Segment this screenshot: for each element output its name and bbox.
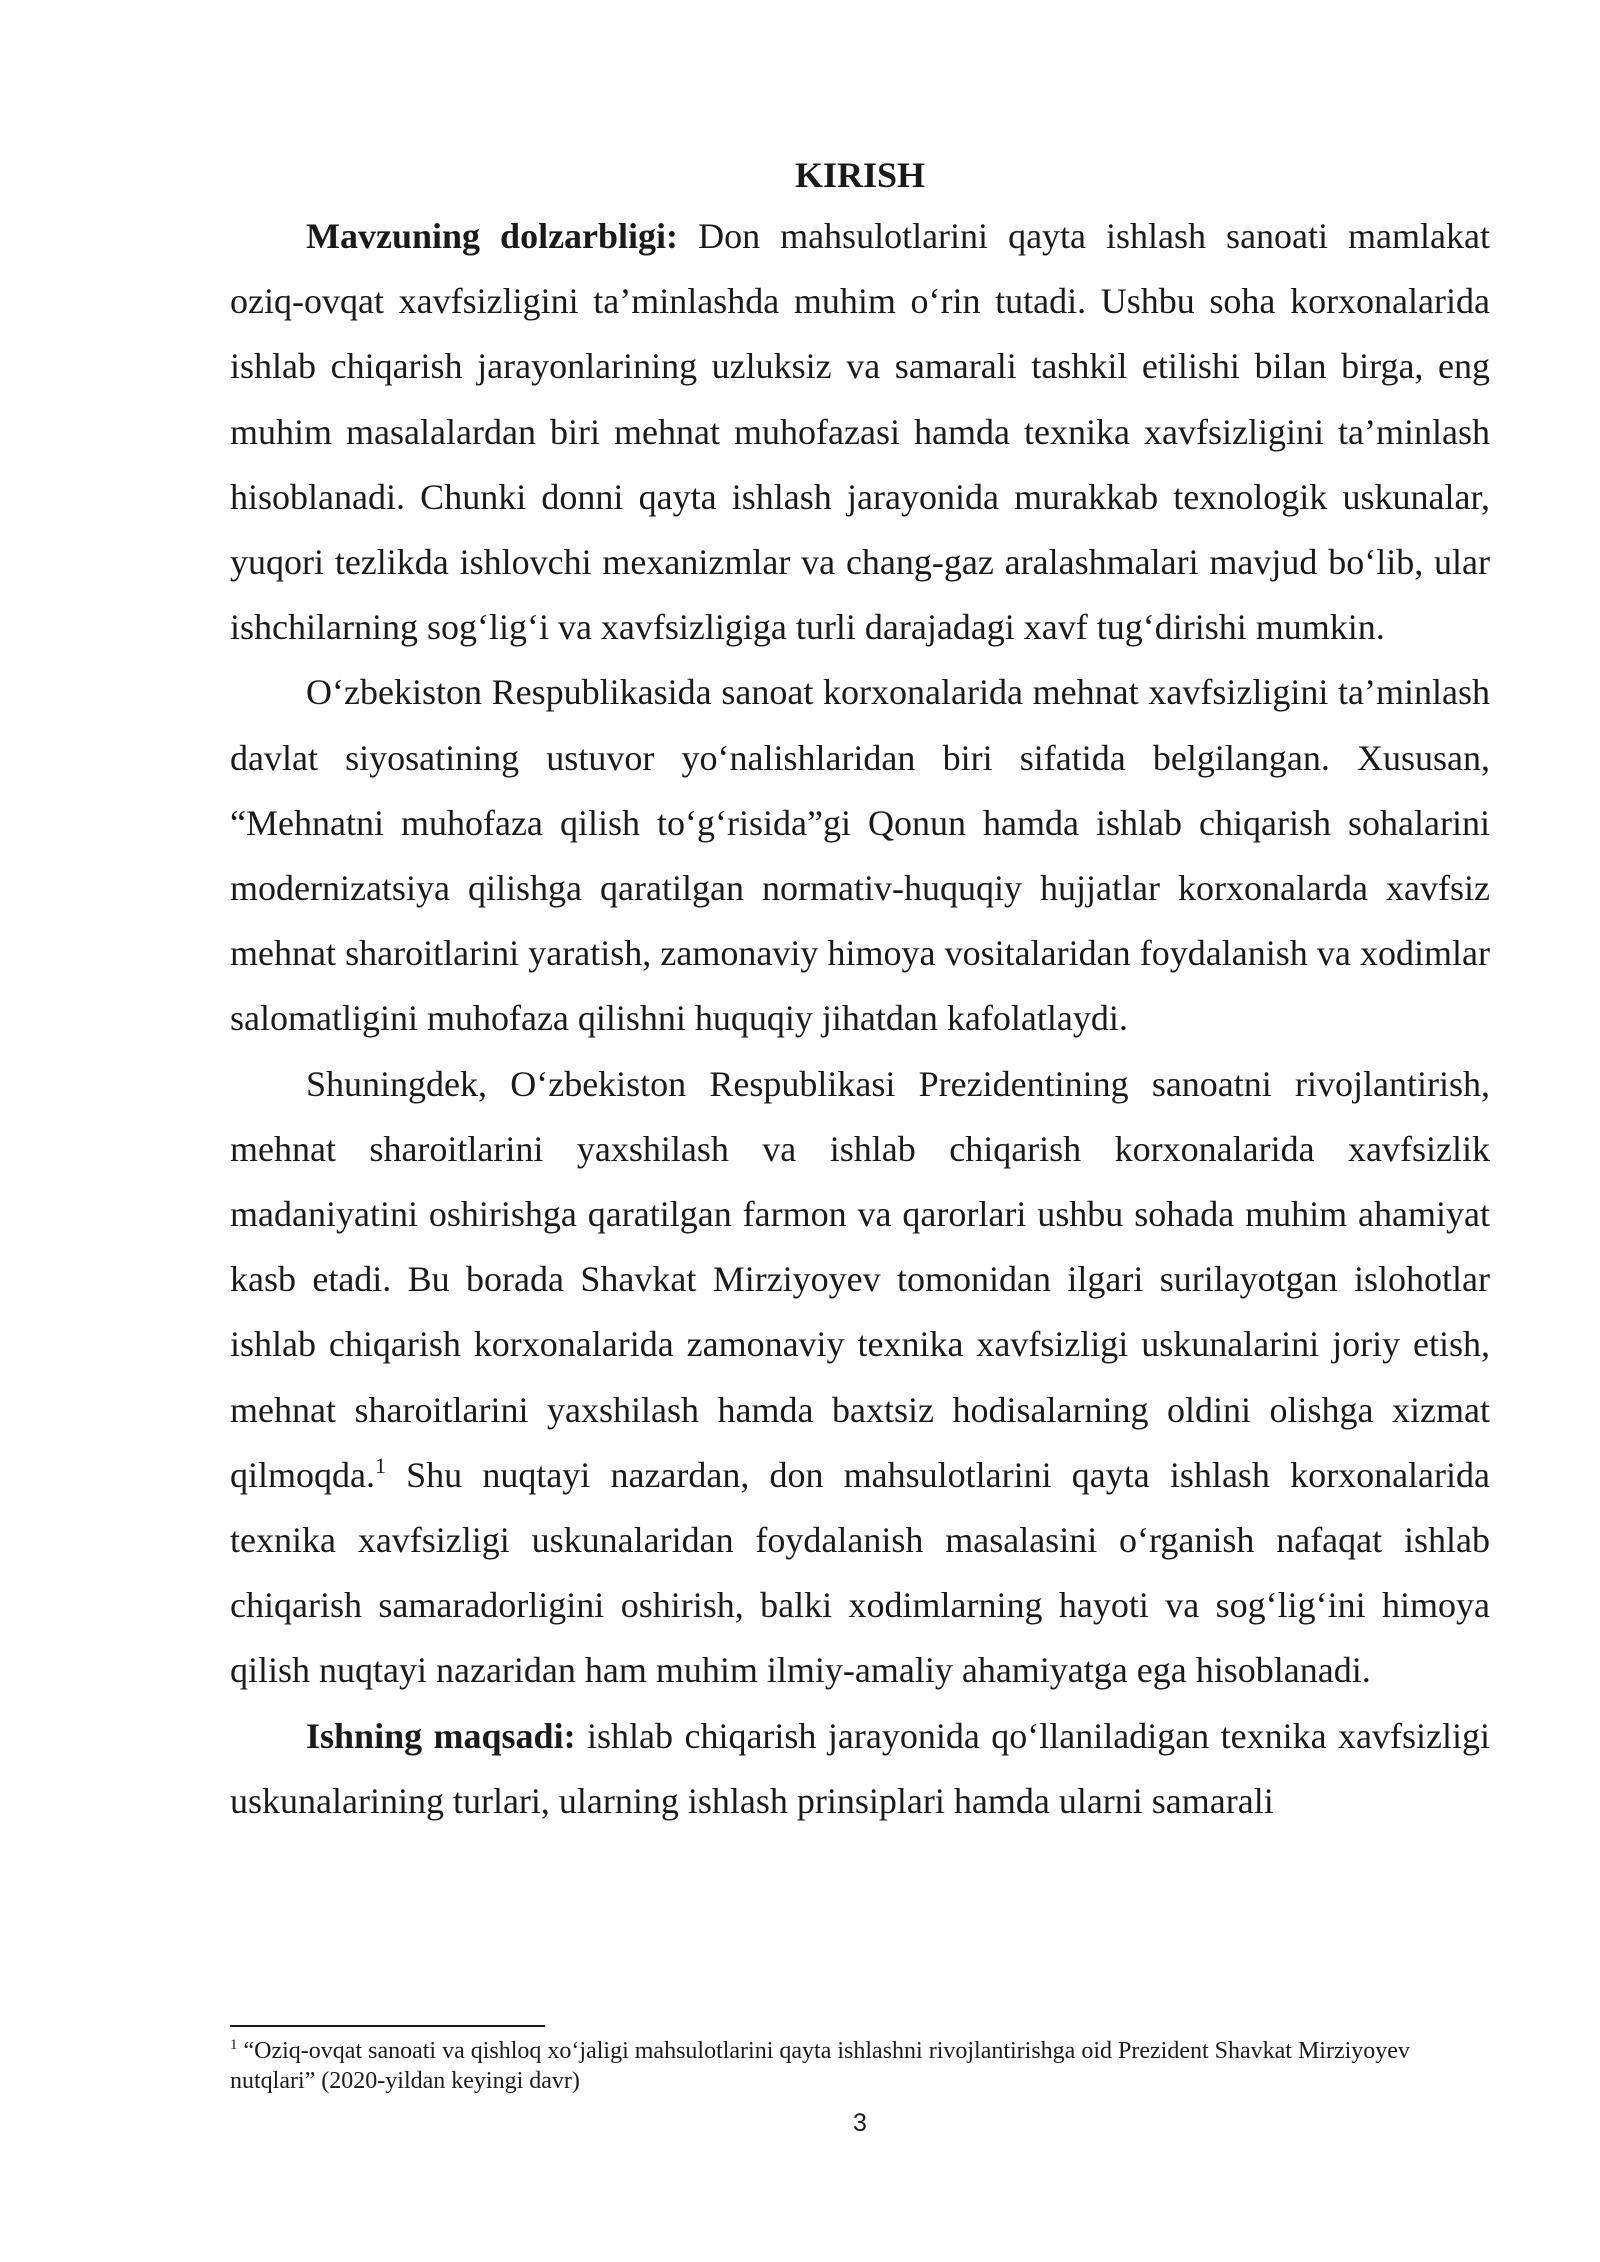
paragraph-goal [230, 1704, 1490, 1834]
footnote-separator [230, 2025, 545, 2027]
paragraph-label-relevance: Mavzuning dolzarbligi: [306, 216, 679, 256]
paragraph-text-decrees-part1: Shuningdek, O‘zbekiston Respublikasi Prezidentining sanoatni rivojlantirish, mehnat sharoitlarini yaxshilash va ishlab chiqarish korxonalarida xavfsizlik madaniyatini oshirishga qaratilgan farmon va qarorlari ushbu sohada muhim ahamiyat kasb etadi. Bu borada Shavkat Mirziyoyev tomonidan ilgari surilayotgan islohotlar ishlab chiqarish korxonalarida zamonaviy texnika xavfsizligi uskunalarini joriy etish, mehnat sharoitlarini yaxshilash hamda baxtsiz hodisalarning oldini olishga xizmat qilmoqda. [230, 1063, 1490, 1495]
paragraph-legislation [230, 660, 1490, 1051]
page-title: KIRISH [794, 155, 926, 195]
paragraph-presidential-decrees [230, 1052, 1490, 1704]
footnote-text: “Oziq-ovqat sanoati va qishloq xo‘jaligi mahsulotlarini qayta ishlashni rivojlantirishga oid Prezident Shavkat Mirziyoyev nutqlari” (2020-yildan keyingi davr) [230, 2038, 1410, 2094]
paragraph-text-decrees-part2: Shu nuqtayi nazardan, don mahsulotlarini qayta ishlash korxonalarida texnika xavfsizligi uskunalaridan foydalanish masalasini o‘rganish nafaqat ishlab chiqarish samaradorligini oshirish, balki xodimlarning hayoti va sog‘lig‘ini himoya qilish nuqtayi nazaridan ham muhim ilmiy-amaliy ahamiyatga ega hisoblanadi. [230, 1454, 1490, 1691]
paragraph-text-legislation: O‘zbekiston Respublikasida sanoat korxonalarida mehnat xavfsizligini ta’minlash davlat siyosatining ustuvor yo‘nalishlaridan biri sifatida belgilangan. Xususan, “Mehnatni muhofaza qilish to‘g‘risida”gi Qonun hamda ishlab chiqarish sohalarini modernizatsiya qilishga qaratilgan normativ-huquqiy hujjatlar korxonalarda xavfsiz mehnat sharoitlarini yaratish, zamonaviy himoya vositalaridan foydalanish va xodimlar salomatligini muhofaza qilishni huquqiy jihatdan kafolatlaydi. [230, 672, 1490, 1039]
paragraph-text-relevance: Don mahsulotlarini qayta ishlash sanoati mamlakat oziq-ovqat xavfsizligini ta’minlashda muhim o‘rin tutadi. Ushbu soha korxonalarida ishlab chiqarish jarayonlarining uzluksiz va samarali tashkil etilishi bilan birga, eng muhim masalalardan biri mehnat muhofazasi hamda texnika xavfsizligini ta’minlash hisoblanadi. Chunki donni qayta ishlash jarayonida murakkab texnologik uskunalar, yuqori tezlikda ishlovchi mexanizmlar va chang-gaz aralashmalari mavjud bo‘lib, ular ishchilarning sog‘lig‘i va xavfsizligiga turli darajadagi xavf tug‘dirishi mumkin. [230, 216, 1490, 648]
paragraph-text-goal: ishlab chiqarish jarayonida qo‘llaniladigan texnika xavfsizligi uskunalarining turlari, ularning ishlash prinsiplari hamda ularni samarali [230, 1715, 1490, 1821]
footnote-number: 1 [230, 2037, 238, 2053]
page-body [230, 150, 1490, 1834]
page-number: 3 [853, 2109, 867, 2137]
footnote [230, 2036, 1490, 2096]
paragraph-label-goal: Ishning maqsadi: [306, 1715, 576, 1756]
footnote-reference[interactable]: 1 [374, 1452, 386, 1478]
paragraph-relevance [230, 204, 1490, 660]
